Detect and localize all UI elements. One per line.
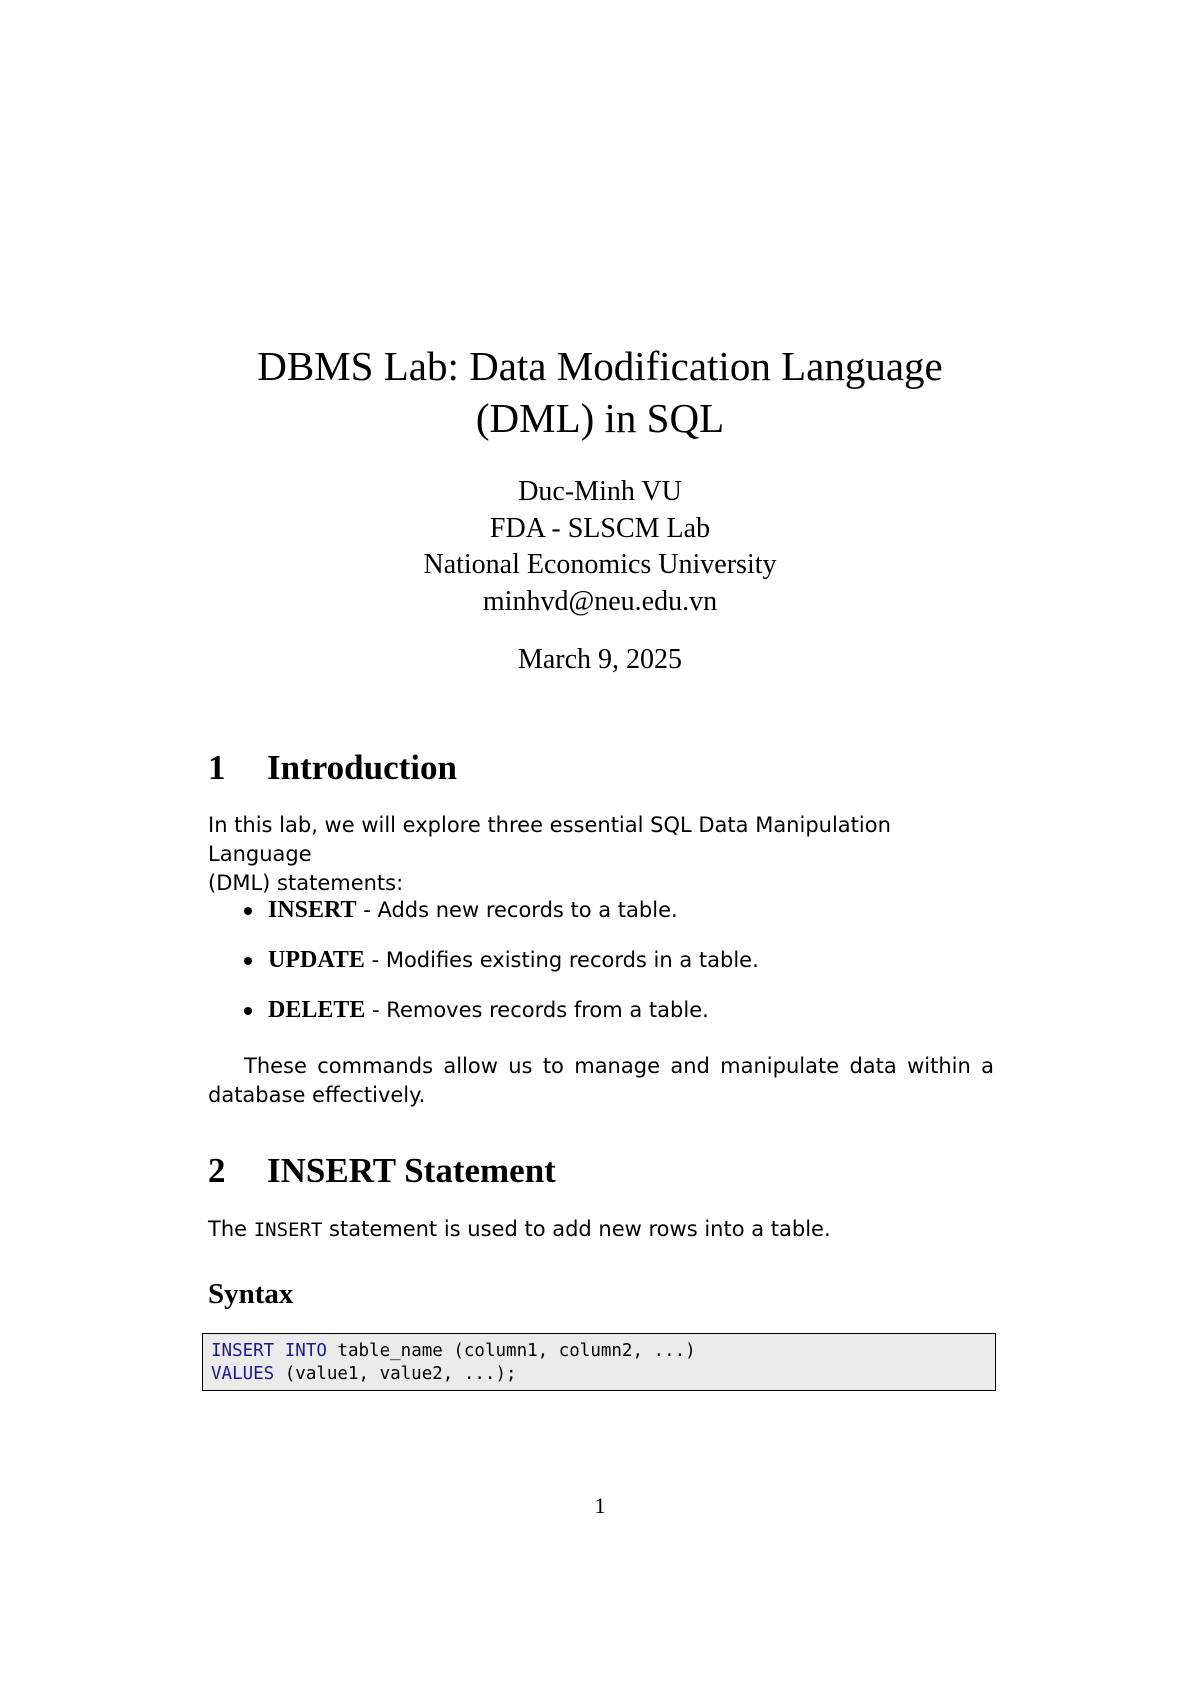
insert-description: [208, 1215, 994, 1245]
list-item-term: DELETE: [268, 997, 366, 1023]
title-line-2: (DML) in SQL: [475, 395, 725, 441]
bullet-icon: [244, 1007, 252, 1015]
list-item-insert: [244, 896, 678, 925]
author-email: minhvd@neu.edu.vn: [482, 585, 718, 617]
code-block: [202, 1333, 996, 1391]
author-name: Duc-Minh VU: [518, 476, 682, 507]
list-item-desc: - Removes records from a table.: [365, 998, 709, 1022]
list-item-update: [244, 946, 759, 975]
closing-text: These commands allow us to manage and manipulate data within a database effectively.: [208, 1054, 994, 1107]
section-title: Introduction: [267, 748, 457, 787]
code-line-1: [211, 1340, 987, 1363]
list-item-term: UPDATE: [268, 947, 365, 973]
closing-paragraph: [208, 1052, 994, 1110]
intro-paragraph: [208, 811, 994, 898]
list-item-delete: [244, 996, 709, 1025]
list-item-desc: - Adds new records to a table.: [356, 898, 678, 922]
document-title: [0, 340, 1200, 444]
author-block: [0, 474, 1200, 620]
section-number: 2: [208, 1151, 226, 1190]
section-number: 1: [208, 748, 226, 787]
intro-line-1: In this lab, we will explore three essential SQL Data Manipulation Language: [208, 813, 891, 866]
bullet-icon: [244, 907, 252, 915]
author-lab: FDA - SLSCM Lab: [489, 512, 711, 544]
list-item-term: INSERT: [268, 897, 357, 923]
code-text: (value1, value2, ...);: [274, 1364, 517, 1384]
code-line-2: [211, 1363, 987, 1386]
code-keyword: INTO: [284, 1341, 327, 1361]
bullet-icon: [244, 957, 252, 965]
list-item-desc: - Modifies existing records in a table.: [364, 948, 759, 972]
title-line-1: DBMS Lab: Data Modification Language: [257, 343, 943, 389]
intro-line-2: (DML) statements:: [208, 871, 404, 895]
document-date: March 9, 2025: [517, 644, 683, 675]
page-number: 1: [594, 1493, 606, 1518]
desc-text: statement is used to add new rows into a table.: [322, 1217, 831, 1241]
section-heading-insert: [208, 1149, 556, 1193]
author-university: National Economics University: [423, 549, 777, 580]
code-text: table_name (column1, column2, ...): [326, 1341, 696, 1361]
code-keyword: INSERT: [211, 1341, 275, 1361]
code-keyword: VALUES: [211, 1364, 275, 1384]
subheading-syntax: Syntax: [208, 1278, 294, 1310]
section-heading-introduction: [208, 746, 457, 790]
inline-code: INSERT: [253, 1219, 323, 1241]
section-title: INSERT Statement: [267, 1151, 556, 1190]
desc-text: The: [208, 1217, 254, 1241]
